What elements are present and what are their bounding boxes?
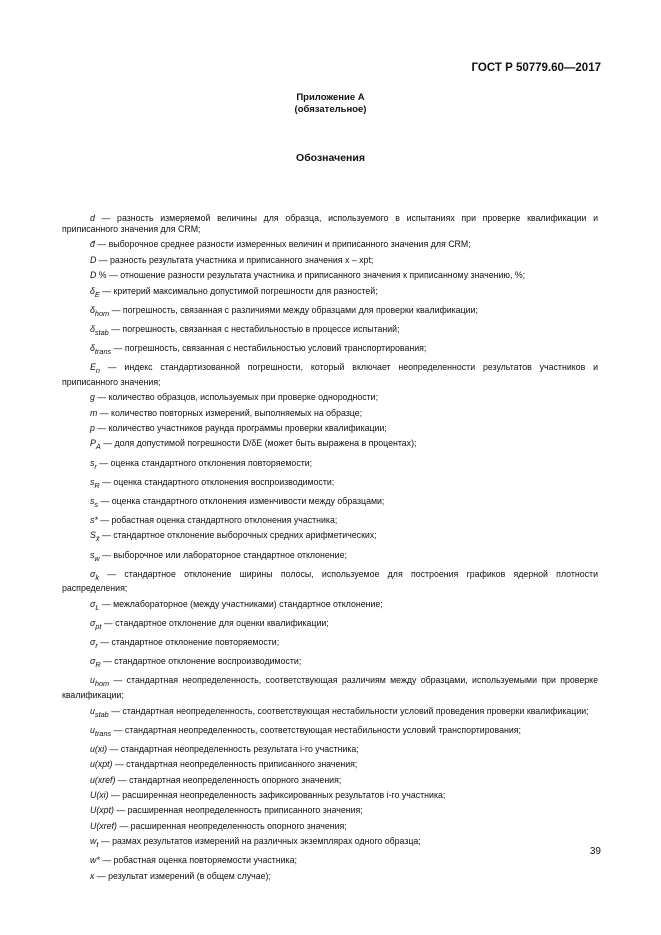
definition-item: [62, 286, 598, 301]
definition-subscript: s: [94, 499, 99, 509]
definition-item: [62, 458, 598, 473]
definition-item: [62, 805, 598, 816]
section-title: Обозначения: [296, 152, 365, 164]
definition-symbol: w*: [90, 855, 100, 866]
definition-text: — выборочное или лабораторное стандартное отклонение;: [99, 549, 347, 560]
definition-subscript: L: [95, 602, 100, 612]
definition-subscript: n: [95, 365, 100, 375]
definition-item: [62, 599, 598, 614]
definition-subscript: t: [96, 840, 99, 850]
definition-text: — расширенная неопределенность опорного значения;: [116, 820, 347, 831]
definition-item: [62, 343, 598, 358]
definition-text: — погрешность, связанная с нестабильностью в процессе испытаний;: [108, 323, 400, 334]
definition-subscript: pt: [95, 621, 102, 631]
definition-symbol: g: [90, 392, 95, 403]
definition-subscript: R: [95, 660, 101, 670]
definition-symbol: m: [90, 407, 98, 418]
definition-item: [62, 744, 598, 755]
definition-symbol: σ: [90, 598, 96, 609]
definition-text: — робастная оценка повторяемости участника;: [99, 855, 297, 866]
definition-item: [62, 270, 598, 281]
definition-text: — оценка стандартного отклонения повторяемости;: [96, 457, 313, 468]
definition-symbol: σ: [90, 618, 96, 628]
definition-subscript: stab: [94, 327, 109, 337]
definition-symbol: s*: [90, 515, 98, 526]
definition-subscript: k: [95, 572, 99, 582]
definition-text: % — отношение разности результата участника и приписанного значения к приписанному значению, %;: [96, 270, 526, 281]
definition-subscript: hom: [94, 679, 110, 689]
definition-item: [62, 775, 598, 786]
definition-item: [62, 530, 598, 545]
standard-number: ГОСТ Р 50779.60—2017: [471, 62, 601, 74]
definition-symbol: s: [90, 457, 95, 468]
definition-text: — количество повторных измерений, выполняемых на образце;: [97, 407, 363, 418]
definition-item: [62, 392, 598, 403]
definition-symbol: s: [90, 476, 95, 487]
definition-item: [62, 759, 598, 770]
definition-text: — разность измеряемой величины для образца, используемого в испытаниях при проверке квалификации и приписанного значения для CRM;: [62, 213, 598, 234]
definition-symbol: U(xpt): [90, 805, 114, 816]
definition-item: [62, 423, 598, 434]
definition-symbol: u(xpt): [90, 759, 113, 770]
definition-item: [62, 725, 598, 740]
definition-text: — погрешность, связанная с различиями между образцами для проверки квалификации;: [109, 304, 478, 315]
definition-subscript: r: [94, 461, 97, 471]
definition-symbol: E: [90, 362, 96, 373]
definition-item: [62, 324, 598, 339]
definition-text: — стандартная неопределенность, соответствующая нестабильности условий транспортирования;: [111, 724, 521, 735]
definition-text: — выборочное среднее разности измеренных величин и приписанного значения для CRM;: [94, 239, 471, 250]
definition-item: [62, 836, 598, 851]
definition-subscript: E: [94, 289, 100, 299]
definition-text: — стандартное отклонение повторяемости;: [97, 637, 280, 648]
definition-text: — количество участников раунда программы проверки квалификации;: [94, 423, 387, 434]
definition-text: — стандартная неопределенность результата i-го участника;: [107, 743, 359, 754]
definition-symbol: δ: [90, 343, 95, 353]
definition-symbol: x: [90, 870, 95, 881]
definition-item: [62, 255, 598, 266]
definition-symbol: σ: [90, 656, 96, 667]
definition-symbol: d: [90, 213, 95, 223]
definition-item: [62, 305, 598, 320]
definition-symbol: D: [90, 254, 97, 265]
definition-item: [62, 618, 598, 633]
definition-item: [62, 550, 598, 565]
definition-text: — расширенная неопределенность приписанного значения;: [113, 805, 363, 816]
definition-text: — межлабораторное (между участниками) стандартное отклонение;: [99, 598, 383, 609]
definition-item: [62, 637, 598, 652]
definition-symbol: u(xref): [90, 774, 116, 785]
definitions-list: [62, 213, 598, 886]
definition-item: [62, 569, 598, 595]
appendix-heading: [0, 92, 661, 116]
definition-text: — стандартная неопределенность, соответствующая различиям между образцами, используемыми при проверке квалификации;: [62, 675, 598, 701]
definition-item: [62, 871, 598, 882]
definition-subscript: stab: [94, 709, 109, 719]
definition-subscript: w: [94, 553, 100, 563]
definition-item: [62, 408, 598, 419]
definition-symbol: u: [90, 724, 95, 735]
definition-text: — стандартное отклонение воспроизводимости;: [100, 656, 302, 667]
definition-text: — стандартная неопределенность приписанного значения;: [112, 759, 358, 770]
definition-item: [62, 362, 598, 388]
definition-subscript: x̄: [95, 534, 100, 544]
definition-symbol: d̄: [90, 239, 95, 250]
definition-item: [62, 496, 598, 511]
definition-item: [62, 477, 598, 492]
definition-symbol: δ: [90, 304, 95, 315]
definition-symbol: U(xi): [90, 790, 109, 801]
definition-subscript: trans: [94, 346, 112, 356]
page-number: 39: [589, 846, 601, 857]
definition-text: — индекс стандартизованной погрешности, который включает неопределенности результатов участников и приписанного значения;: [62, 362, 598, 387]
definition-symbol: p: [90, 423, 95, 434]
definition-subscript: trans: [94, 728, 112, 738]
definition-text: — погрешность, связанная с нестабильностью условий транспортирования;: [111, 343, 427, 353]
definition-item: [62, 821, 598, 832]
definition-item: [62, 656, 598, 671]
definition-text: — стандартная неопределенность опорного значения;: [115, 774, 342, 785]
definition-symbol: s: [90, 549, 95, 560]
definition-item: [62, 855, 598, 866]
definition-symbol: S: [90, 530, 96, 541]
definition-item: [62, 515, 598, 526]
definition-item: [62, 675, 598, 701]
appendix-subtitle: (обязательное): [294, 104, 367, 115]
definition-subscript: r: [95, 640, 98, 650]
definition-text: — стандартное отклонение ширины полосы, используемое для построения графиков ядерной плотности распределения;: [62, 568, 598, 594]
definition-symbol: w: [90, 836, 97, 847]
definition-symbol: u: [90, 705, 95, 716]
definition-text: — доля допустимой погрешности D/δE (может быть выражена в процентах);: [100, 438, 417, 449]
definition-subscript: A: [95, 442, 101, 452]
definition-symbol: P: [90, 438, 96, 449]
definition-symbol: D: [90, 270, 97, 281]
definition-text: — разность результата участника и приписанного значения x – xpt;: [96, 254, 374, 265]
definition-item: [62, 706, 598, 721]
definition-text: — стандартное отклонение выборочных средних арифметических;: [99, 530, 377, 541]
definition-text: — стандартная неопределенность, соответствующая нестабильности условий проведения проверки квалификации;: [108, 705, 589, 716]
definition-symbol: σ: [90, 637, 96, 648]
definition-text: — оценка стандартного отклонения воспроизводимости;: [99, 476, 335, 487]
definition-text: — результат измерений (в общем случае);: [94, 870, 271, 881]
definition-text: — размах результатов измерений на различных экземплярах одного образца;: [98, 836, 421, 847]
definition-text: — критерий максимально допустимой погрешности для разностей;: [99, 285, 378, 296]
definition-symbol: U(xref): [90, 820, 117, 831]
definition-item: [62, 790, 598, 801]
definition-item: [62, 213, 598, 235]
definition-item: [62, 239, 598, 250]
definition-text: — оценка стандартного отклонения изменчивости между образцами;: [98, 495, 385, 506]
appendix-title: Приложение А: [296, 92, 365, 103]
definition-text: — расширенная неопределенность зафиксированных результатов i-го участника;: [108, 790, 446, 801]
definition-symbol: u: [90, 675, 95, 686]
definition-symbol: δ: [90, 323, 95, 334]
definition-symbol: σ: [90, 568, 96, 579]
definition-symbol: δ: [90, 285, 95, 296]
definition-item: [62, 438, 598, 453]
definition-symbol: s: [90, 495, 95, 506]
definition-text: — стандартное отклонение для оценки квалификации;: [101, 618, 329, 628]
definition-text: — количество образцов, используемых при проверке однородности;: [94, 392, 379, 403]
definition-symbol: u(xi): [90, 743, 108, 754]
definition-text: — робастная оценка стандартного отклонения участника;: [97, 515, 338, 526]
definition-subscript: hom: [94, 308, 110, 318]
definition-subscript: R: [94, 480, 100, 490]
